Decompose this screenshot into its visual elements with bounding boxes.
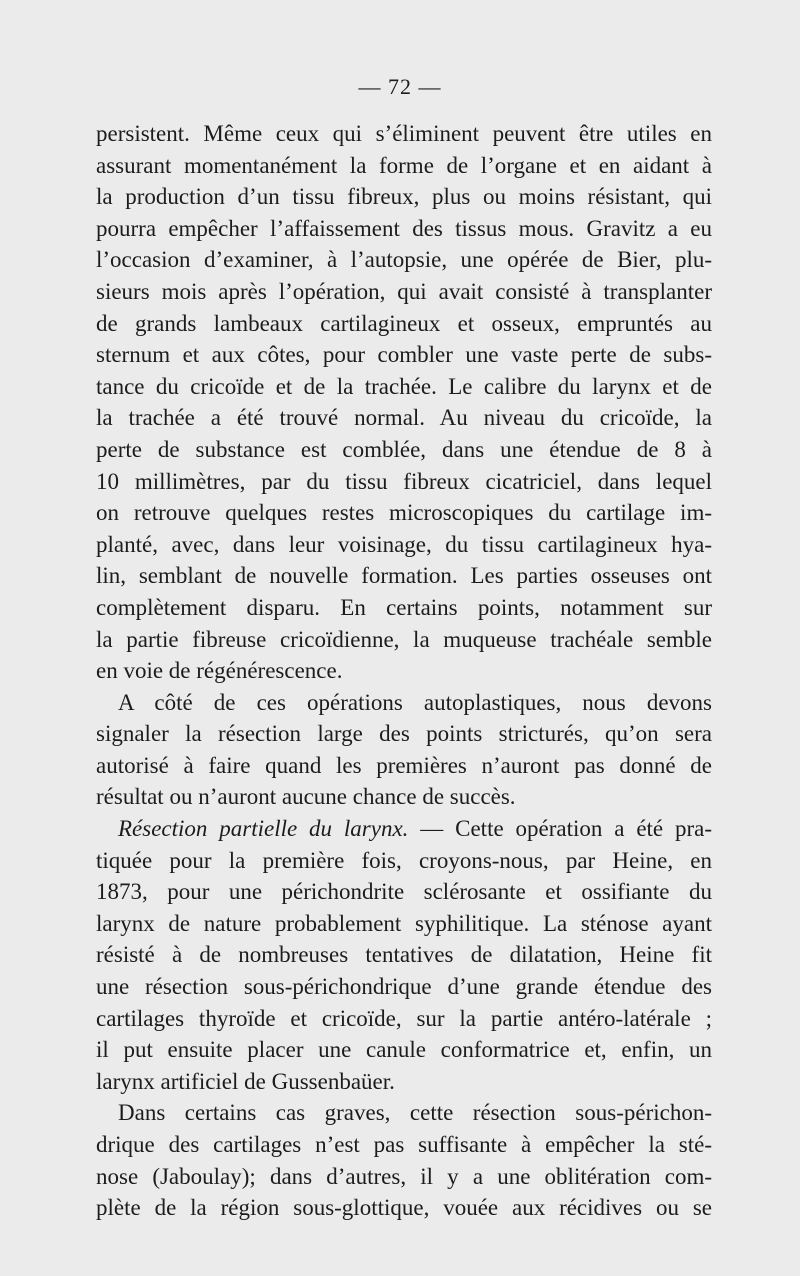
text-line: drique des cartilages n’est pas suffisante à empêcher la sté- [96, 1132, 712, 1157]
text-line: il put ensuite placer une canule conformatrice et, enfin, un [96, 1037, 712, 1063]
text-line: résisté à de nombreuses tentatives de dilatation, Heine fit [96, 942, 712, 968]
text-line: perte de substance est comblée, dans une étendue de 8 à [96, 436, 712, 462]
text-line: en voie de régénérescence. [96, 658, 343, 684]
text-line: A côté de ces opérations autoplastiques, nous devons [118, 689, 712, 715]
text-line: planté, avec, dans leur voisinage, du tissu cartilagineux hya- [96, 531, 712, 557]
text-line: l’occasion d’examiner, à l’autopsie, une opérée de Bier, plu- [96, 247, 712, 273]
text-line: de grands lambeaux cartilagineux et osseux, empruntés au [96, 310, 712, 336]
text-line: la partie fibreuse cricoïdienne, la muqueuse trachéale semble [96, 626, 712, 652]
text-line: 1873, pour une périchondrite sclérosante et ossifiante du [96, 879, 712, 905]
body-text [96, 118, 712, 1224]
text-line: complètement disparu. En certains points, notamment sur [96, 594, 712, 620]
page-number: — 72 — [358, 74, 442, 99]
text-line: résultat ou n’auront aucune chance de succès. [96, 784, 516, 810]
text-line: signaler la résection large des points stricturés, qu’on sera [96, 721, 712, 747]
text-line: la trachée a été trouvé normal. Au niveau du cricoïde, la [96, 405, 712, 431]
text-line: on retrouve quelques restes microscopiques du cartilage im- [96, 500, 712, 526]
text-line: sieurs mois après l’opération, qui avait consisté à transplanter [96, 278, 712, 304]
text-line: tance du cricoïde et de la trachée. Le calibre du larynx et de [96, 373, 712, 399]
text-line: persistent. Même ceux qui s’éliminent peuvent être utiles en [96, 121, 712, 146]
text-line: cartilages thyroïde et cricoïde, sur la partie antéro-latérale ; [96, 1005, 712, 1031]
text-line: tiquée pour la première fois, croyons-nous, par Heine, en [96, 847, 712, 873]
text-line: autorisé à faire quand les premières n’auront pas donné de [96, 752, 712, 778]
text-line: assurant momentanément la forme de l’organe et en aidant à [96, 152, 712, 178]
text-line: plète de la région sous-glottique, vouée aux récidives ou se [96, 1195, 712, 1221]
text-line: nose (Jaboulay); dans d’autres, il y a une oblitération com- [96, 1163, 712, 1189]
text-line: lin, semblant de nouvelle formation. Les parties osseuses ont [96, 563, 712, 589]
line-text: — Cette opération a été pra- [408, 816, 712, 842]
text-line: larynx de nature probablement syphilitique. La sténose ayant [96, 910, 712, 936]
text-line: pourra empêcher l’affaissement des tissus mous. Gravitz a eu [96, 215, 712, 241]
text-line: 10 millimètres, par du tissu fibreux cicatriciel, dans lequel [96, 468, 712, 494]
text-line: Dans certains cas graves, cette résection sous-périchon- [118, 1100, 712, 1126]
text-line: la production d’un tissu fibreux, plus ou moins résistant, qui [96, 184, 712, 210]
section-heading: Résection partielle du larynx. [118, 816, 409, 842]
text-line: une résection sous-périchondrique d’une grande étendue des [96, 974, 712, 1000]
text-line: larynx artificiel de Gussenbaüer. [96, 1068, 395, 1094]
text-line [96, 813, 712, 845]
text-line: sternum et aux côtes, pour combler une vaste perte de subs- [96, 342, 712, 368]
